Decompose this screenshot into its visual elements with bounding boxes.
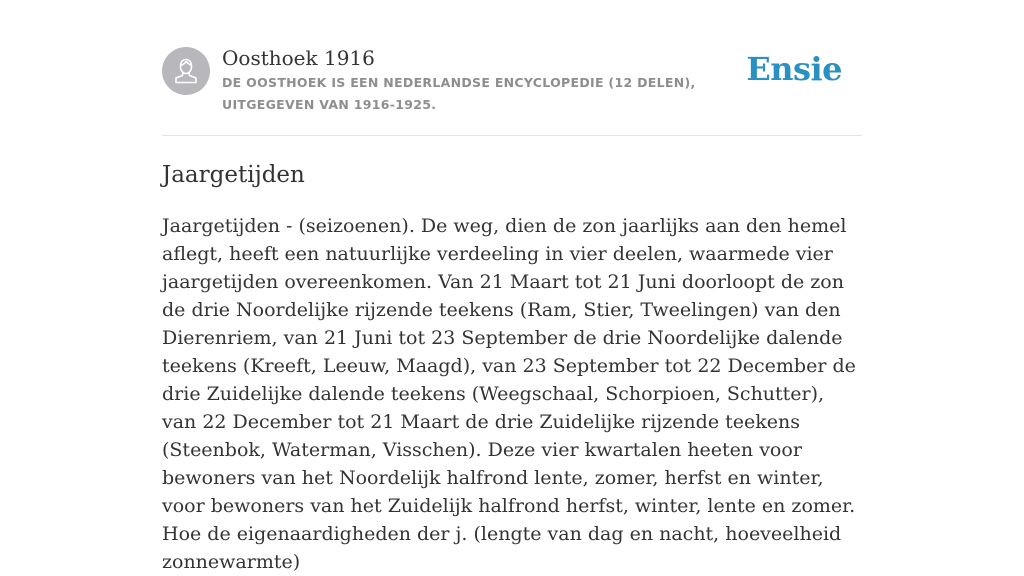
user-icon — [162, 47, 210, 95]
article-title: Jaargetijden — [162, 162, 305, 188]
source-description: DE OOSTHOEK IS EEN NEDERLANDSE ENCYCLOPEDIE (12 DELEN), UITGEGEVEN VAN 1916-1925. — [222, 75, 696, 112]
source-avatar[interactable] — [162, 47, 210, 95]
source-info — [222, 45, 762, 116]
source-header — [162, 0, 862, 136]
article-body: Jaargetijden - (seizoenen). De weg, dien de zon jaarlijks aan den hemel aflegt, heeft een natuurlijke verdeeling in vier deelen, waarmede vier jaargetijden overeenkomen. Van 21 Maart tot 21 Juni doorloopt de zon de drie Noordelijke rijzende teekens (Ram, Stier, Tweelingen) van den Dierenriem, van 21 Juni tot 23 September de drie Noordelijke dalende teekens (Kreeft, Leeuw, Maagd), van 23 September tot 22 December de drie Zuidelijke dalende teekens (Weegschaal, Schorpioen, Schutter), van 22 December tot 21 Maart de drie Zuidelijke rijzende teekens (Steenbok, Waterman, Visschen). Deze vier kwartalen heeten voor bewoners van het Noordelijk halfrond lente, zomer, herfst en winter, voor bewoners van het Zuidelijk halfrond herfst, winter, lente en zomer. Hoe de eigenaardigheden der j. (lengte van dag en nacht, hoeveelheid zonnewarmte) — [162, 215, 856, 573]
ensie-logo[interactable]: Ensie — [746, 50, 842, 88]
source-title[interactable]: Oosthoek 1916 — [222, 46, 375, 70]
content-container — [162, 0, 862, 573]
